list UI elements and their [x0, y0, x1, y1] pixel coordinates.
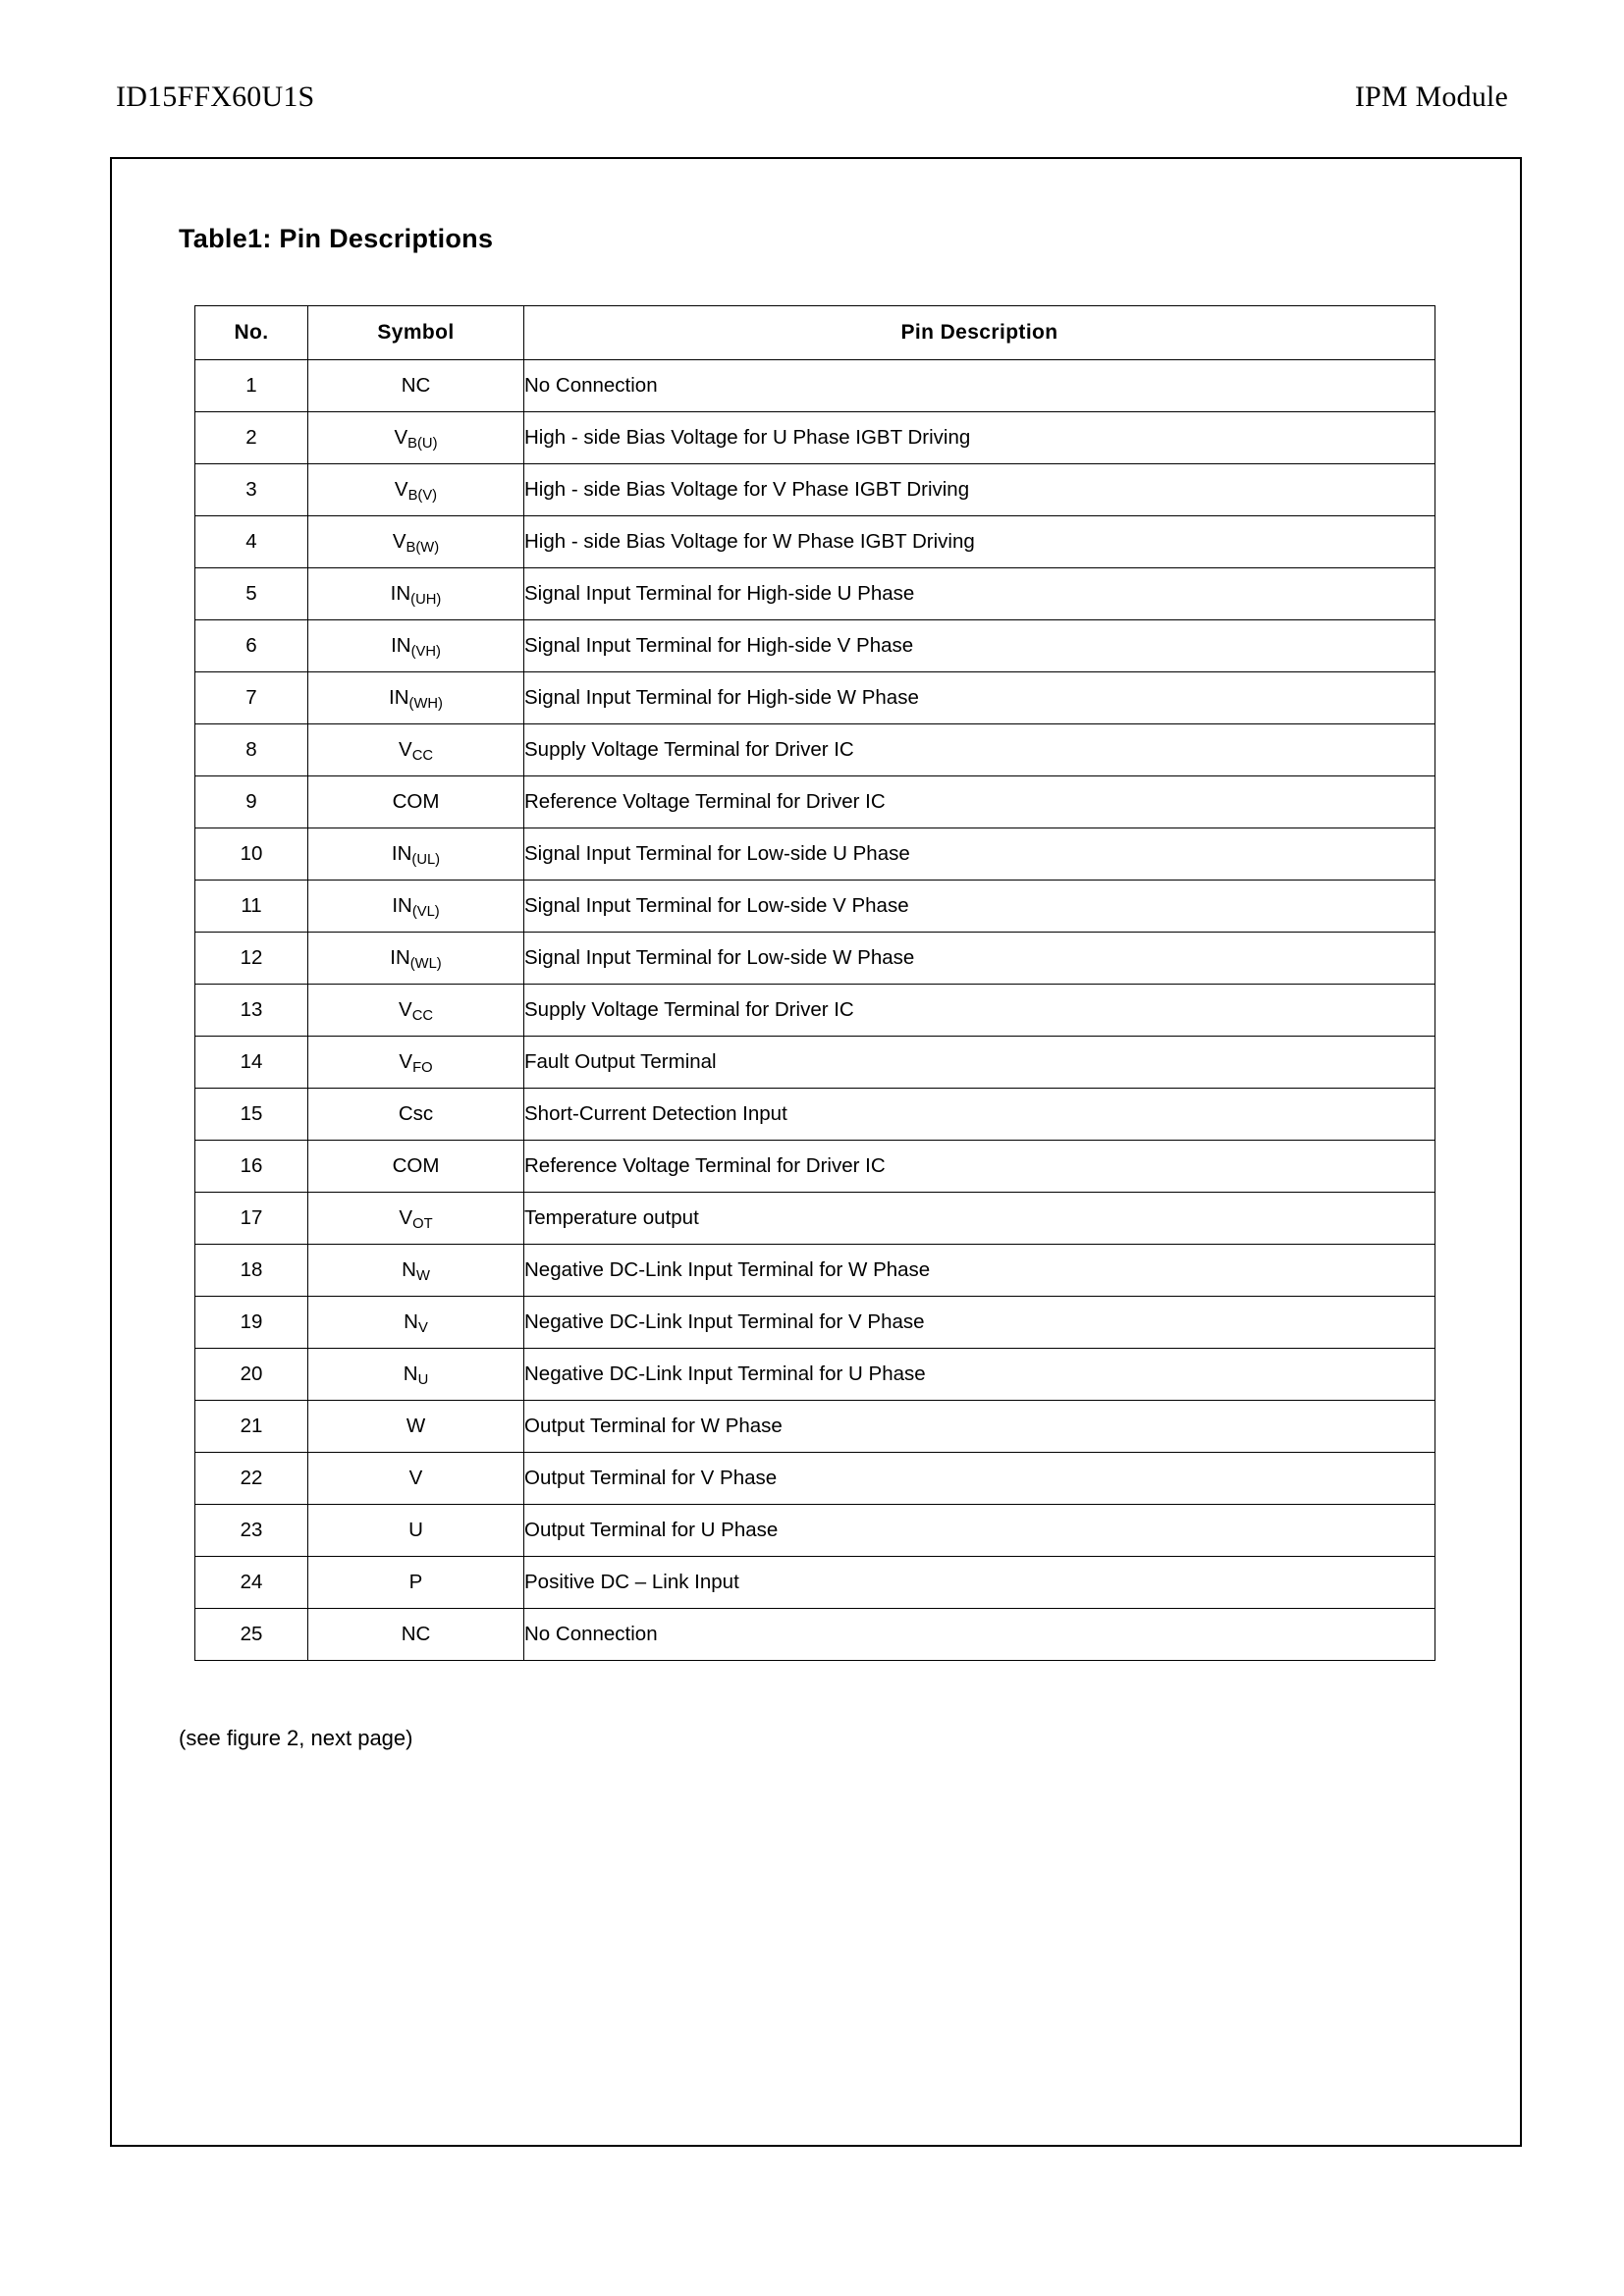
- symbol-base: V: [399, 1206, 413, 1229]
- page-header: [116, 80, 1508, 120]
- cell-symbol: [308, 933, 524, 985]
- cell-description: Signal Input Terminal for High-side U Phase: [524, 568, 1435, 620]
- symbol-subscript: B(U): [407, 436, 438, 453]
- pin-descriptions-table: [194, 305, 1435, 1661]
- cell-symbol: [308, 724, 524, 776]
- symbol-base: N: [402, 1258, 416, 1281]
- symbol-base: V: [392, 530, 406, 553]
- table-row: [195, 828, 1435, 881]
- cell-symbol: [308, 1609, 524, 1661]
- cell-symbol: [308, 881, 524, 933]
- symbol-subscript: OT: [412, 1216, 433, 1233]
- cell-pin-number: 3: [195, 464, 308, 516]
- cell-pin-number: 6: [195, 620, 308, 672]
- cell-symbol: [308, 568, 524, 620]
- cell-symbol: [308, 1453, 524, 1505]
- cell-description: Negative DC-Link Input Terminal for W Phase: [524, 1245, 1435, 1297]
- cell-symbol: [308, 1505, 524, 1557]
- table-row: [195, 1297, 1435, 1349]
- cell-description: Positive DC – Link Input: [524, 1557, 1435, 1609]
- symbol-base: V: [399, 1050, 413, 1073]
- table-row: [195, 568, 1435, 620]
- cell-pin-number: 10: [195, 828, 308, 881]
- symbol-base: U: [408, 1519, 423, 1541]
- symbol-base: IN: [391, 842, 412, 865]
- cell-symbol: [308, 985, 524, 1037]
- cell-symbol: [308, 1037, 524, 1089]
- table-row: [195, 1609, 1435, 1661]
- symbol-base: IN: [389, 686, 409, 709]
- table-row: [195, 360, 1435, 412]
- cell-pin-number: 16: [195, 1141, 308, 1193]
- symbol-subscript: (VH): [410, 644, 441, 661]
- cell-pin-number: 22: [195, 1453, 308, 1505]
- cell-pin-number: 24: [195, 1557, 308, 1609]
- cell-symbol: [308, 360, 524, 412]
- cell-pin-number: 21: [195, 1401, 308, 1453]
- cell-pin-number: 4: [195, 516, 308, 568]
- symbol-base: V: [394, 426, 408, 449]
- symbol-subscript: (UL): [411, 852, 441, 869]
- cell-symbol: [308, 1141, 524, 1193]
- cell-pin-number: 17: [195, 1193, 308, 1245]
- cell-description: Signal Input Terminal for Low-side U Phase: [524, 828, 1435, 881]
- cell-description: Output Terminal for W Phase: [524, 1401, 1435, 1453]
- symbol-subscript: V: [417, 1320, 428, 1337]
- symbol-base: V: [399, 738, 412, 761]
- cell-symbol: [308, 1297, 524, 1349]
- cell-symbol: [308, 464, 524, 516]
- column-header-no: No.: [195, 306, 308, 360]
- cell-pin-number: 9: [195, 776, 308, 828]
- cell-description: Negative DC-Link Input Terminal for U Phase: [524, 1349, 1435, 1401]
- symbol-subscript: FO: [412, 1060, 433, 1077]
- table-row: [195, 1193, 1435, 1245]
- symbol-base: NC: [401, 374, 431, 397]
- table-row: [195, 985, 1435, 1037]
- cell-symbol: [308, 1401, 524, 1453]
- symbol-base: V: [394, 478, 408, 501]
- symbol-base: N: [404, 1310, 418, 1333]
- cell-description: Supply Voltage Terminal for Driver IC: [524, 985, 1435, 1037]
- cell-description: Temperature output: [524, 1193, 1435, 1245]
- product-family: IPM Module: [1354, 80, 1508, 113]
- table-row: [195, 1141, 1435, 1193]
- symbol-subscript: (WH): [408, 696, 443, 713]
- cell-symbol: [308, 672, 524, 724]
- table-header-row: [195, 306, 1435, 360]
- symbol-subscript: (WL): [409, 956, 442, 973]
- symbol-subscript: W: [415, 1268, 430, 1285]
- cell-symbol: [308, 776, 524, 828]
- cell-description: Output Terminal for V Phase: [524, 1453, 1435, 1505]
- cell-pin-number: 11: [195, 881, 308, 933]
- cell-description: Output Terminal for U Phase: [524, 1505, 1435, 1557]
- cell-symbol: [308, 1193, 524, 1245]
- cell-description: Signal Input Terminal for High-side V Phase: [524, 620, 1435, 672]
- table-row: [195, 1505, 1435, 1557]
- symbol-base: IN: [392, 894, 412, 917]
- page-content: [177, 224, 1453, 1751]
- table-row: [195, 464, 1435, 516]
- cell-pin-number: 5: [195, 568, 308, 620]
- cell-symbol: [308, 1089, 524, 1141]
- symbol-subscript: CC: [411, 1008, 433, 1025]
- table-row: [195, 724, 1435, 776]
- cell-description: Reference Voltage Terminal for Driver IC: [524, 776, 1435, 828]
- symbol-subscript: CC: [411, 748, 433, 765]
- cell-symbol: [308, 1557, 524, 1609]
- table-row: [195, 1349, 1435, 1401]
- table-row: [195, 672, 1435, 724]
- cell-pin-number: 25: [195, 1609, 308, 1661]
- cell-symbol: [308, 516, 524, 568]
- symbol-base: IN: [390, 582, 411, 605]
- figure-reference-note: (see figure 2, next page): [179, 1726, 413, 1750]
- cell-description: High - side Bias Voltage for U Phase IGBT Driving: [524, 412, 1435, 464]
- cell-pin-number: 8: [195, 724, 308, 776]
- table-row: [195, 1037, 1435, 1089]
- table-row: [195, 776, 1435, 828]
- symbol-base: COM: [392, 790, 440, 813]
- cell-description: Fault Output Terminal: [524, 1037, 1435, 1089]
- symbol-subscript: U: [417, 1372, 429, 1389]
- table-row: [195, 1557, 1435, 1609]
- cell-pin-number: 12: [195, 933, 308, 985]
- symbol-base: P: [408, 1571, 423, 1593]
- symbol-base: V: [399, 998, 412, 1021]
- symbol-base: NC: [401, 1623, 431, 1645]
- cell-description: Short-Current Detection Input: [524, 1089, 1435, 1141]
- cell-pin-number: 2: [195, 412, 308, 464]
- symbol-subscript: (VL): [411, 904, 440, 921]
- symbol-base: IN: [390, 946, 410, 969]
- table-row: [195, 412, 1435, 464]
- cell-pin-number: 13: [195, 985, 308, 1037]
- symbol-base: N: [403, 1362, 418, 1385]
- symbol-base: IN: [391, 634, 411, 657]
- cell-symbol: [308, 1349, 524, 1401]
- symbol-subscript: B(W): [406, 540, 440, 557]
- cell-description: Negative DC-Link Input Terminal for V Phase: [524, 1297, 1435, 1349]
- table-row: [195, 933, 1435, 985]
- symbol-subscript: B(V): [407, 488, 438, 505]
- column-header-symbol: Symbol: [308, 306, 524, 360]
- cell-description: High - side Bias Voltage for V Phase IGBT Driving: [524, 464, 1435, 516]
- table-row: [195, 620, 1435, 672]
- table-row: [195, 516, 1435, 568]
- cell-symbol: [308, 828, 524, 881]
- table-title: Table1: Pin Descriptions: [179, 224, 494, 253]
- cell-description: Signal Input Terminal for High-side W Phase: [524, 672, 1435, 724]
- cell-description: Supply Voltage Terminal for Driver IC: [524, 724, 1435, 776]
- cell-symbol: [308, 620, 524, 672]
- cell-pin-number: 19: [195, 1297, 308, 1349]
- part-number: ID15FFX60U1S: [116, 80, 315, 113]
- symbol-base: W: [406, 1415, 426, 1437]
- cell-description: Reference Voltage Terminal for Driver IC: [524, 1141, 1435, 1193]
- symbol-base: COM: [392, 1154, 440, 1177]
- cell-description: Signal Input Terminal for Low-side W Phase: [524, 933, 1435, 985]
- cell-description: Signal Input Terminal for Low-side V Phase: [524, 881, 1435, 933]
- table-row: [195, 1453, 1435, 1505]
- cell-pin-number: 18: [195, 1245, 308, 1297]
- symbol-subscript: (UH): [410, 592, 442, 609]
- cell-pin-number: 1: [195, 360, 308, 412]
- table-body: [195, 360, 1435, 1661]
- table-row: [195, 1089, 1435, 1141]
- cell-pin-number: 7: [195, 672, 308, 724]
- table-row: [195, 881, 1435, 933]
- table-row: [195, 1245, 1435, 1297]
- cell-pin-number: 14: [195, 1037, 308, 1089]
- cell-description: No Connection: [524, 360, 1435, 412]
- table-row: [195, 1401, 1435, 1453]
- symbol-base: Csc: [398, 1102, 434, 1125]
- cell-pin-number: 20: [195, 1349, 308, 1401]
- cell-description: No Connection: [524, 1609, 1435, 1661]
- cell-symbol: [308, 412, 524, 464]
- cell-symbol: [308, 1245, 524, 1297]
- cell-description: High - side Bias Voltage for W Phase IGBT Driving: [524, 516, 1435, 568]
- symbol-base: V: [408, 1467, 423, 1489]
- column-header-description: Pin Description: [524, 306, 1435, 360]
- cell-pin-number: 23: [195, 1505, 308, 1557]
- cell-pin-number: 15: [195, 1089, 308, 1141]
